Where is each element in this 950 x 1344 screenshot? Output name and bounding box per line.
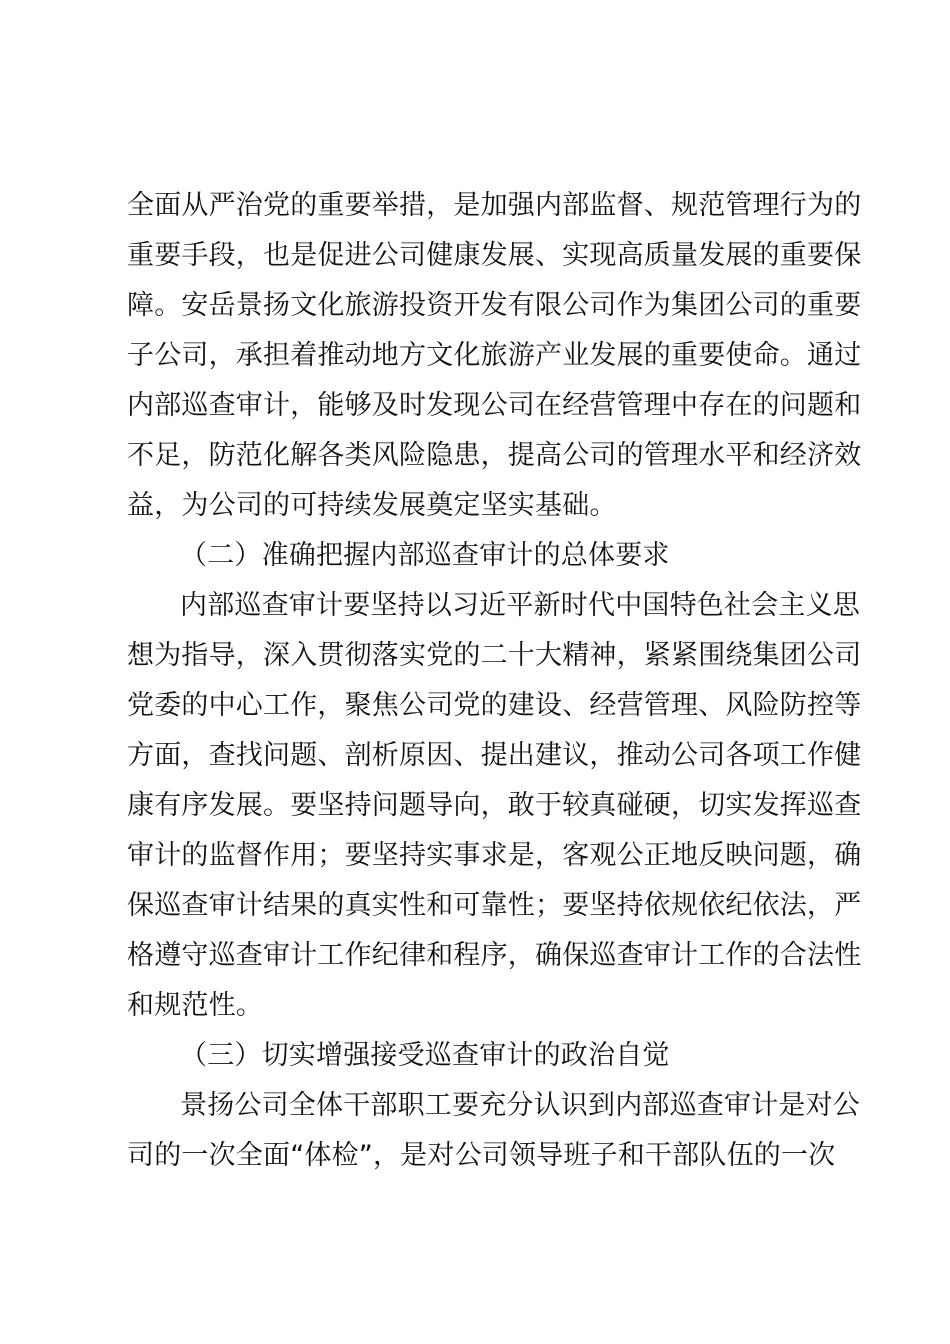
text-line: 保巡查审计结果的真实性和可靠性；要坚持依规依纪依法，严	[127, 890, 862, 921]
text-line: 司的一次全面“体检”，是对公司领导班子和干部队伍的一次	[127, 1140, 836, 1171]
text-line: 益，为公司的可持续发展奠定坚实基础。	[127, 490, 617, 521]
text-line: 和规范性。	[127, 990, 263, 1021]
text-line: 障。安岳景扬文化旅游投资开发有限公司作为集团公司的重要	[127, 290, 862, 321]
text-line: 内部巡查审计要坚持以习近平新时代中国特色社会主义思	[180, 590, 860, 621]
text-line: 方面，查找问题、剖析原因、提出建议，推动公司各项工作健	[127, 740, 862, 771]
text-line: 内部巡查审计，能够及时发现公司在经营管理中存在的问题和	[127, 390, 862, 421]
section-heading: （三）切实增强接受巡查审计的政治自觉	[180, 1040, 670, 1071]
text-line: 子公司，承担着推动地方文化旅游产业发展的重要使命。通过	[127, 340, 862, 371]
text-line: 格遵守巡查审计工作纪律和程序，确保巡查审计工作的合法性	[127, 940, 862, 971]
section-heading: （二）准确把握内部巡查审计的总体要求	[180, 540, 670, 571]
text-line: 想为指导，深入贯彻落实党的二十大精神，紧紧围绕集团公司	[127, 640, 862, 671]
text-line: 审计的监督作用；要坚持实事求是，客观公正地反映问题，确	[127, 840, 862, 871]
text-line: 不足，防范化解各类风险隐患，提高公司的管理水平和经济效	[127, 440, 862, 471]
text-line: 康有序发展。要坚持问题导向，敢于较真碰硬，切实发挥巡查	[127, 790, 862, 821]
text-line: 重要手段，也是促进公司健康发展、实现高质量发展的重要保	[127, 240, 862, 271]
text-line: 景扬公司全体干部职工要充分认识到内部巡查审计是对公	[180, 1090, 860, 1121]
text-line: 全面从严治党的重要举措，是加强内部监督、规范管理行为的	[127, 190, 862, 221]
text-line: 党委的中心工作，聚焦公司党的建设、经营管理、风险防控等	[127, 690, 862, 721]
